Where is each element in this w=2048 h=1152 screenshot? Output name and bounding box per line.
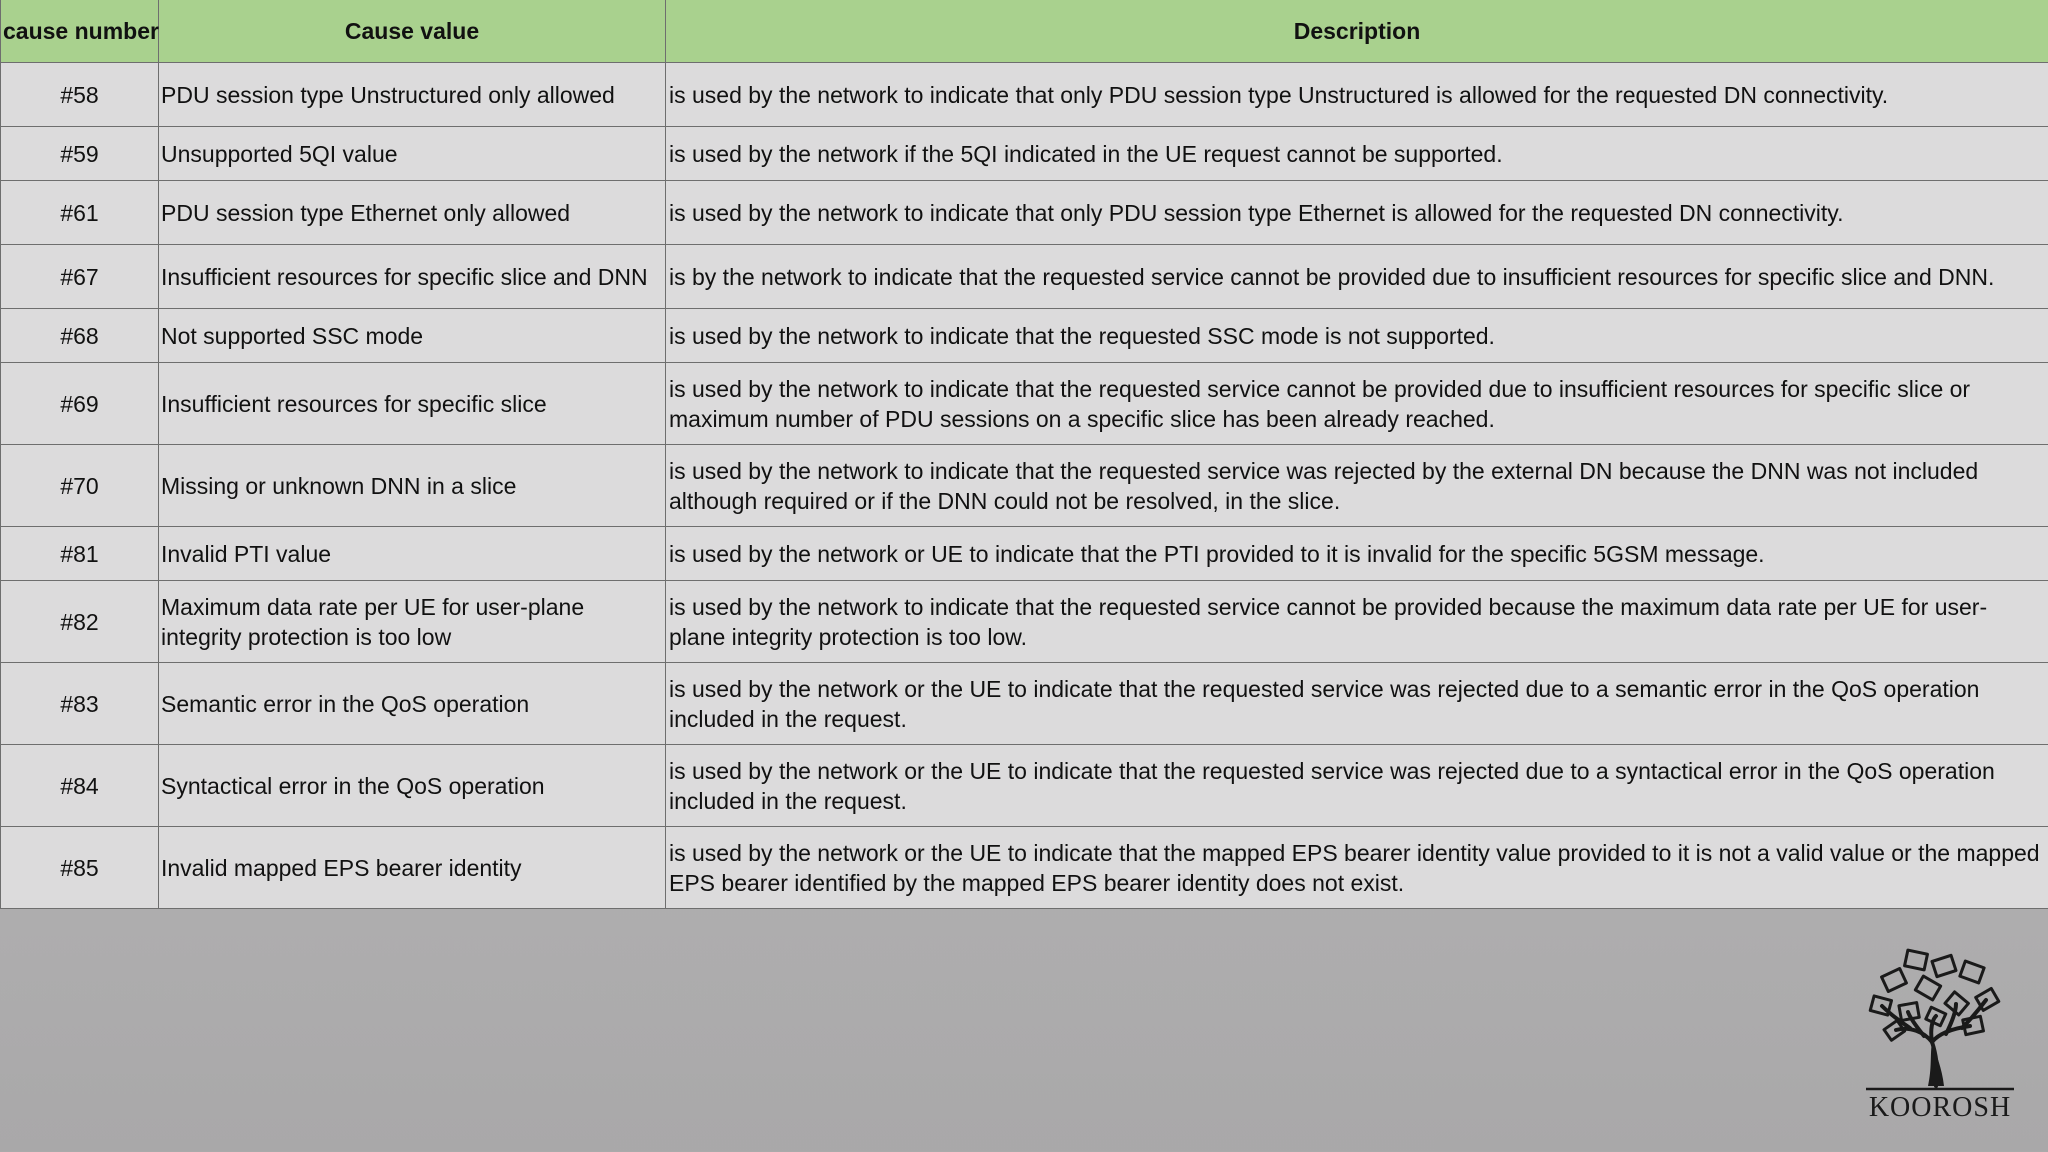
table-header-row [1, 0, 2048, 63]
cause-value-cell: PDU session type Ethernet only allowed [159, 181, 666, 245]
cause-number-cell: #59 [1, 127, 159, 181]
cause-number-cell: #69 [1, 363, 159, 445]
cause-value-cell: Syntactical error in the QoS operation [159, 745, 666, 827]
cause-value-cell: Missing or unknown DNN in a slice [159, 445, 666, 527]
table-row [1, 309, 2048, 363]
table-row [1, 63, 2048, 127]
cause-value-cell: PDU session type Unstructured only allowed [159, 63, 666, 127]
description-cell: is used by the network or UE to indicate that the PTI provided to it is invalid for the specific 5GSM message. [666, 527, 2048, 581]
description-cell: is used by the network or the UE to indicate that the mapped EPS bearer identity value provided to it is not a valid value or the mapped EPS bearer identified by the mapped EPS bearer identity does not exist. [666, 827, 2048, 909]
description-cell: is used by the network to indicate that only PDU session type Unstructured is allowed for the requested DN connectivity. [666, 63, 2048, 127]
table-row [1, 663, 2048, 745]
cause-number-cell: #84 [1, 745, 159, 827]
cause-number-cell: #82 [1, 581, 159, 663]
table-row [1, 245, 2048, 309]
description-cell: is used by the network to indicate that the requested SSC mode is not supported. [666, 309, 2048, 363]
cause-number-cell: #70 [1, 445, 159, 527]
cause-value-cell: Unsupported 5QI value [159, 127, 666, 181]
koorosh-logo [1866, 946, 2014, 1126]
description-cell: is used by the network to indicate that only PDU session type Ethernet is allowed for the requested DN connectivity. [666, 181, 2048, 245]
logo-text: KOOROSH [1868, 1092, 2012, 1123]
cause-value-cell: Invalid PTI value [159, 527, 666, 581]
table-row [1, 127, 2048, 181]
cause-value-cell: Not supported SSC mode [159, 309, 666, 363]
description-cell: is used by the network to indicate that the requested service cannot be provided due to insufficient resources for specific slice or maximum number of PDU sessions on a specific slice has been already reached. [666, 363, 2048, 445]
header-cause-number: cause number [1, 0, 159, 63]
table-row [1, 581, 2048, 663]
description-cell: is used by the network to indicate that the requested service was rejected by the external DN because the DNN was not included although required or if the DNN could not be resolved, in the slice. [666, 445, 2048, 527]
description-cell: is by the network to indicate that the requested service cannot be provided due to insufficient resources for specific slice and DNN. [666, 245, 2048, 309]
table-row [1, 445, 2048, 527]
cause-value-cell: Insufficient resources for specific slice [159, 363, 666, 445]
tree-icon [1866, 946, 2014, 1092]
table-row [1, 745, 2048, 827]
cause-value-cell: Semantic error in the QoS operation [159, 663, 666, 745]
description-cell: is used by the network or the UE to indicate that the requested service was rejected due to a semantic error in the QoS operation included in the request. [666, 663, 2048, 745]
header-cause-value: Cause value [159, 0, 666, 63]
description-cell: is used by the network or the UE to indicate that the requested service was rejected due to a syntactical error in the QoS operation included in the request. [666, 745, 2048, 827]
description-cell: is used by the network to indicate that the requested service cannot be provided because the maximum data rate per UE for user-plane integrity protection is too low. [666, 581, 2048, 663]
table-row [1, 181, 2048, 245]
cause-number-cell: #61 [1, 181, 159, 245]
table-row [1, 827, 2048, 909]
header-description: Description [666, 0, 2048, 63]
cause-value-cell: Insufficient resources for specific slice and DNN [159, 245, 666, 309]
cause-number-cell: #67 [1, 245, 159, 309]
cause-value-cell: Invalid mapped EPS bearer identity [159, 827, 666, 909]
cause-number-cell: #83 [1, 663, 159, 745]
cause-value-cell: Maximum data rate per UE for user-plane integrity protection is too low [159, 581, 666, 663]
cause-number-cell: #81 [1, 527, 159, 581]
cause-number-cell: #85 [1, 827, 159, 909]
table-row [1, 527, 2048, 581]
table-row [1, 363, 2048, 445]
description-cell: is used by the network if the 5QI indicated in the UE request cannot be supported. [666, 127, 2048, 181]
cause-number-cell: #58 [1, 63, 159, 127]
cause-number-cell: #68 [1, 309, 159, 363]
